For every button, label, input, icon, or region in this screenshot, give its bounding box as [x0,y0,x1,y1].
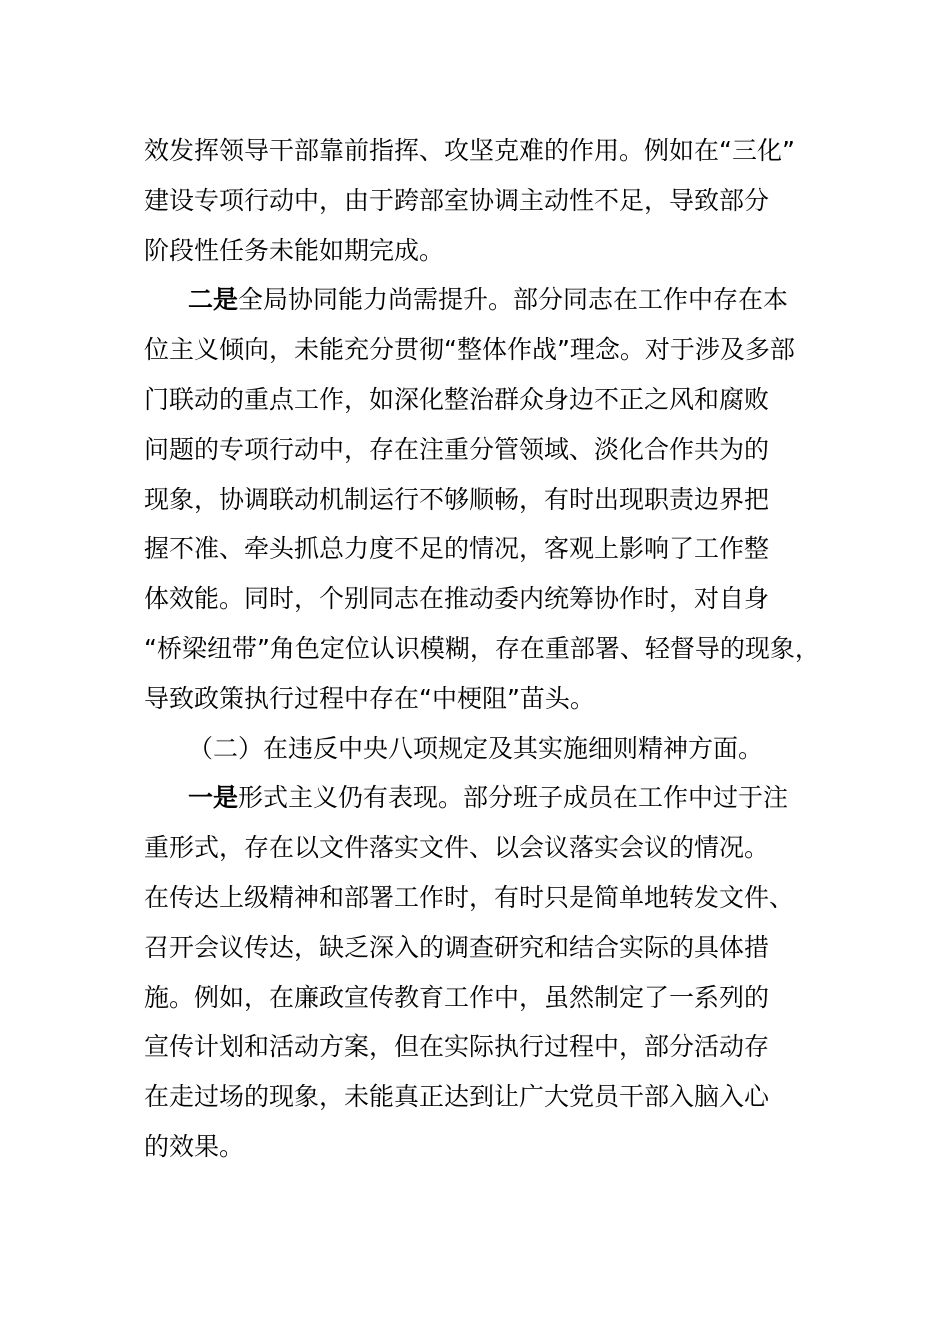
section-heading: （二）在违反中央八项规定及其实施细则精神方面。 [188,733,764,763]
text-line: 体效能。同时，个别同志在推动委内统筹协作时，对自身 [144,584,770,614]
lead-label-two: 二是 [188,285,239,315]
text-line: 问题的专项行动中，存在注重分管领域、淡化合作共为的 [144,434,770,464]
text-line: 全局协同能力尚需提升。部分同志在工作中存在本 [238,285,789,315]
text-line: 重形式，存在以文件落实文件、以会议落实会议的情况。 [144,833,770,863]
text-line: 导致政策执行过程中存在“中梗阻”苗头。 [144,683,595,713]
paragraph-two-first-line [144,275,834,325]
document-body [144,126,834,1172]
lead-label-one: 一是 [188,783,239,813]
text-line: 形式主义仍有表现。部分班子成员在工作中过于注 [238,783,789,813]
text-line: 在走过场的现象，未能真正达到让广大党员干部入脑入心 [144,1082,770,1112]
text-line: 位主义倾向，未能充分贯彻“整体作战”理念。对于涉及多部 [144,335,795,365]
text-line: “桥梁纽带”角色定位认识模糊，存在重部署、轻督导的现象， [144,633,820,663]
paragraph-one-first-line [144,773,834,823]
text-line: 握不准、牵头抓总力度不足的情况，客观上影响了工作整 [144,534,770,564]
text-line: 的效果。 [144,1131,245,1161]
text-line: 建设专项行动中，由于跨部室协调主动性不足，导致部分 [144,185,770,215]
text-line: 阶段性任务未能如期完成。 [144,235,445,265]
text-line: 施。例如，在廉政宣传教育工作中，虽然制定了一系列的 [144,982,770,1012]
text-line: 宣传计划和活动方案，但在实际执行过程中，部分活动存 [144,1032,770,1062]
text-line: 现象，协调联动机制运行不够顺畅，有时出现职责边界把 [144,484,770,514]
text-line: 效发挥领导干部靠前指挥、攻坚克难的作用。例如在“三化” [144,136,795,165]
text-line: 召开会议传达，缺乏深入的调查研究和结合实际的具体措 [144,932,770,962]
text-line: 门联动的重点工作，如深化整治群众身边不正之风和腐败 [144,384,770,414]
text-line: 在传达上级精神和部署工作时，有时只是简单地转发文件、 [144,882,795,912]
